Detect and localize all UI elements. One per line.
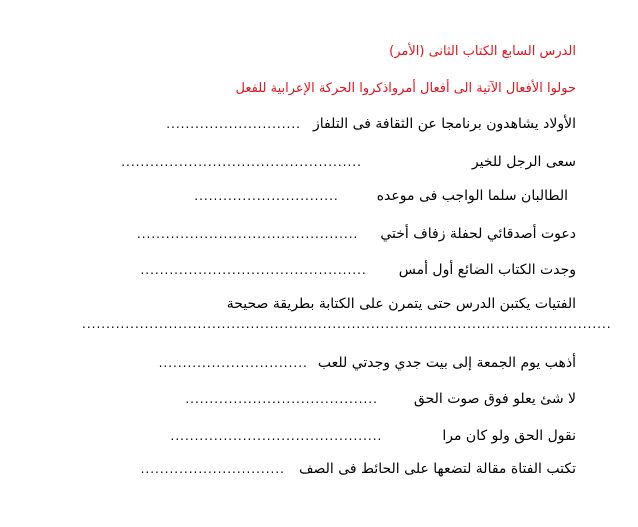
answer-blank[interactable]: ............................... — [158, 356, 308, 370]
exercise-line-8 — [185, 390, 576, 408]
exercise-line-9 — [171, 427, 576, 445]
answer-blank[interactable]: .............................. — [194, 189, 339, 203]
answer-blank[interactable]: ............................................ — [170, 429, 383, 443]
exercise-sentence: الفتيات يكتبن الدرس حتى يتمرن على الكتابة بطريقة صحيحة — [226, 296, 576, 312]
exercise-sentence: أذهب يوم الجمعة إلى بيت جدي وجدتي للعب — [317, 355, 576, 371]
exercise-sentence: وجدت الكتاب الضائع أول أمس — [398, 262, 576, 278]
exercise-line-2 — [121, 153, 576, 171]
exercise-sentence: لا شئ يعلو فوق صوت الحق — [413, 391, 576, 407]
exercise-line-3 — [194, 187, 568, 205]
answer-blank[interactable]: .............................................. — [136, 227, 359, 241]
answer-blank[interactable]: ............................................... — [140, 263, 367, 277]
exercise-line-10 — [141, 460, 576, 478]
exercise-sentence: الأولاد يشاهدون برنامجا عن الثقافة فى التلفاز — [313, 116, 576, 132]
answer-blank[interactable]: .............................................................................................................. — [82, 317, 612, 331]
instruction-text: حولوا الأفعال الآتية الى أفعال أمرواذكروا الحركة الإعرابية للفعل — [235, 81, 576, 96]
answer-blank[interactable]: .............................. — [140, 462, 285, 476]
exercise-line-5 — [140, 261, 576, 279]
exercise-line-1 — [166, 115, 576, 133]
answer-blank[interactable]: ............................ — [166, 117, 301, 131]
exercise-line-6 — [227, 295, 576, 313]
answer-blank[interactable]: .................................................. — [121, 155, 362, 169]
exercise-sentence: نقول الحق ولو كان مرا — [442, 428, 576, 444]
exercise-sentence: سعى الرجل للخير — [471, 154, 576, 170]
exercise-line-4 — [137, 225, 576, 243]
exercise-sentence: الطالبان سلما الواجب فى موعده — [376, 188, 568, 204]
lesson-title: الدرس السابع الكتاب الثانى (الأمر) — [389, 44, 576, 59]
exercise-sentence: دعوت أصدقائي لحفلة زفاف أختي — [380, 226, 576, 242]
answer-blank[interactable]: ........................................ — [185, 392, 378, 406]
exercise-sentence: تكتب الفتاة مقالة لتضعها على الحائط فى الصف — [299, 461, 576, 477]
exercise-line-7 — [159, 354, 576, 372]
